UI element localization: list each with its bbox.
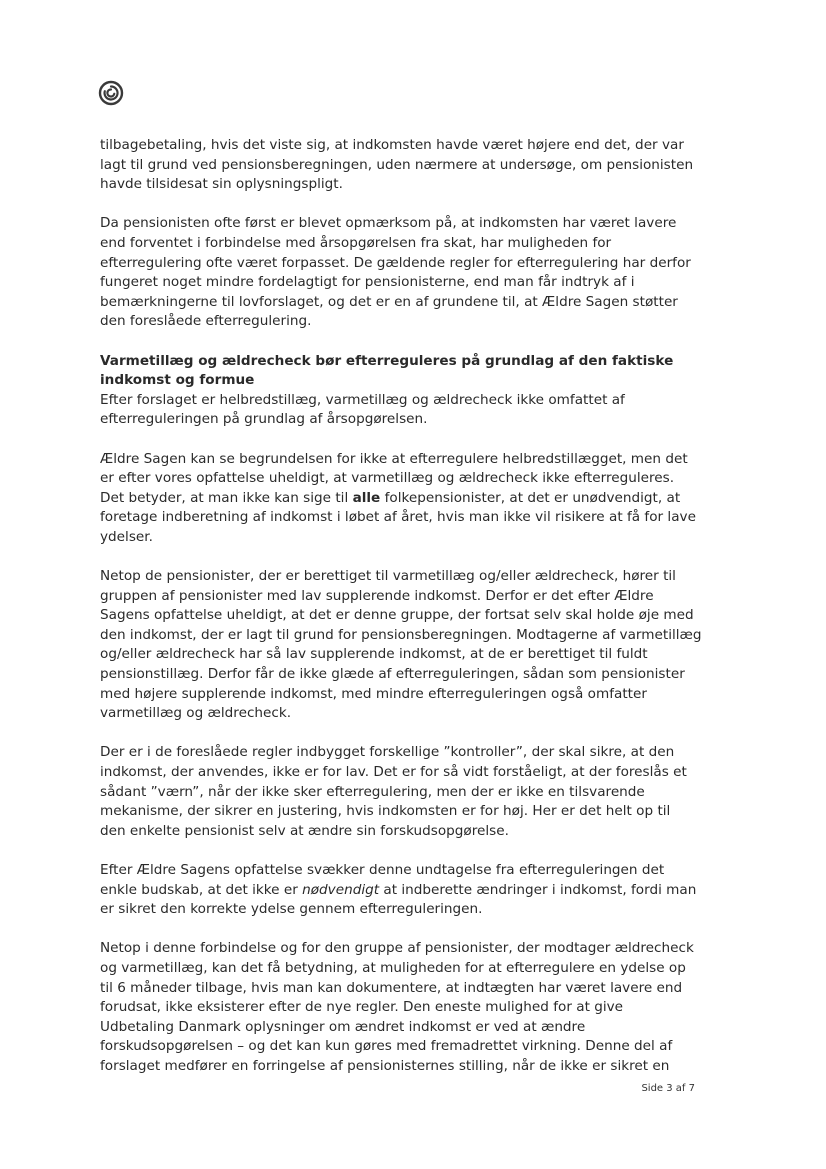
paragraph-4 bbox=[100, 450, 700, 548]
text-line: med højere supplerende indkomst, med mindre efterreguleringen også omfatter bbox=[100, 685, 647, 702]
paragraph-6 bbox=[100, 743, 700, 841]
text-line: havde tilsidesat sin oplysningspligt. bbox=[100, 176, 343, 193]
text-line: forudsat, ikke eksisterer efter de nye regler. Den eneste mulighed for at give bbox=[100, 999, 624, 1016]
text-line bbox=[100, 489, 700, 509]
page-number: Side 3 af 7 bbox=[641, 1083, 695, 1094]
text-line: Netop i denne forbindelse og for den gruppe af pensionister, der modtager ældrecheck bbox=[100, 940, 694, 957]
text-line: tilbagebetaling, hvis det viste sig, at indkomsten havde været højere end det, der var bbox=[100, 137, 684, 153]
text-line: pensionstillæg. Derfor får de ikke glæde af efterreguleringen, sådan som pensionister bbox=[100, 666, 685, 683]
paragraph-8 bbox=[100, 939, 700, 1076]
text-line: den enkelte pensionist selv at ændre sin forskudsopgørelse. bbox=[100, 822, 509, 839]
section-varmetillaeg bbox=[100, 352, 700, 430]
text-fragment: Det betyder, at man ikke kan sige til bbox=[100, 489, 353, 506]
spiral-logo-icon bbox=[98, 80, 124, 106]
text-line: Efter forslaget er helbredstillæg, varmetillæg og ældrecheck ikke omfattet af bbox=[100, 391, 625, 408]
section-heading bbox=[100, 352, 700, 391]
text-line: er efter vores opfattelse uheldigt, at varmetillæg og ældrecheck ikke efterreguleres. bbox=[100, 470, 675, 487]
text-line: Netop de pensionister, der er berettiget til varmetillæg og/eller ældrecheck, hører til bbox=[100, 568, 676, 585]
paragraph-2 bbox=[100, 214, 700, 332]
text-line: til 6 måneder tilbage, hvis man kan dokumentere, at indtægten har været lavere end bbox=[100, 979, 683, 996]
text-line: lagt til grund ved pensionsberegningen, uden nærmere at undersøge, om pensionisten bbox=[100, 156, 694, 173]
text-line: efterreguleringen på grundlag af årsopgørelsen. bbox=[100, 411, 428, 428]
text-line: varmetillæg og ældrecheck. bbox=[100, 705, 292, 722]
text-line: Ældre Sagen kan se begrundelsen for ikke at efterregulere helbredstillægget, men det bbox=[100, 450, 688, 467]
text-line: den indkomst, der er lagt til grund for pensionsberegningen. Modtagerne af varmetillæg bbox=[100, 626, 702, 643]
text-line bbox=[100, 881, 700, 901]
text-line: og/eller ældrecheck har så lav supplerende indkomst, at de er berettiget til fuldt bbox=[100, 646, 648, 663]
text-line: sådant ”værn”, når der ikke sker efterregulering, men der er ikke en tilsvarende bbox=[100, 783, 645, 800]
paragraph-1 bbox=[100, 136, 700, 195]
emphasis-bold: alle bbox=[352, 489, 381, 506]
emphasis-italic: nødvendigt bbox=[302, 881, 380, 898]
text-line: Da pensionisten ofte først er blevet opmærksom på, at indkomsten har været lavere bbox=[100, 215, 677, 232]
text-line: end forventet i forbindelse med årsopgørelsen fra skat, har muligheden for bbox=[100, 234, 612, 251]
text-line: Der er i de foreslåede regler indbygget forskellige ”kontroller”, der skal sikre, at den bbox=[100, 744, 675, 761]
text-line: Sagens opfattelse uheldigt, at det er denne gruppe, der fortsat selv skal holde øje med bbox=[100, 607, 694, 624]
text-line: Udbetaling Danmark oplysninger om ændret indkomst er ved at ændre bbox=[100, 1018, 586, 1035]
paragraph-5 bbox=[100, 567, 700, 724]
text-line: forslaget medfører en forringelse af pensionisternes stilling, når de ikke er sikret en bbox=[100, 1057, 670, 1074]
text-fragment: folkepensionister, at det er unødvendigt, at bbox=[380, 489, 681, 506]
text-line: mekanisme, der sikrer en justering, hvis indkomsten er for høj. Her er det helt op til bbox=[100, 803, 671, 820]
text-line: den foreslåede efterregulering. bbox=[100, 313, 312, 330]
text-line: foretage indberetning af indkomst i løbet af året, hvis man ikke vil risikere at få for lave bbox=[100, 509, 696, 526]
text-line: ydelser. bbox=[100, 528, 153, 545]
text-line: Efter Ældre Sagens opfattelse svækker denne undtagelse fra efterreguleringen det bbox=[100, 861, 665, 878]
text-line: er sikret den korrekte ydelse gennem efterreguleringen. bbox=[100, 901, 483, 918]
text-line: bemærkningerne til lovforslaget, og det er en af grundene til, at Ældre Sagen støtter bbox=[100, 293, 678, 310]
text-line: fungeret noget mindre fordelagtigt for pensionisterne, end man får indtryk af i bbox=[100, 274, 635, 291]
text-fragment: at indberette ændringer i indkomst, fordi man bbox=[379, 881, 697, 898]
text-fragment: enkle budskab, at det ikke er bbox=[100, 881, 303, 898]
text-line: og varmetillæg, kan det få betydning, at muligheden for at efterregulere en ydelse op bbox=[100, 959, 686, 976]
text-line: gruppen af pensionister med lav supplerende indkomst. Derfor er det efter Ældre bbox=[100, 587, 654, 604]
document-body bbox=[100, 136, 700, 1096]
text-line: efterregulering ofte været forpasset. De gældende regler for efterregulering har derfor bbox=[100, 254, 691, 271]
paragraph-7 bbox=[100, 861, 700, 920]
heading-line: indkomst og formue bbox=[100, 372, 255, 389]
text-line: forskudsopgørelsen – og det kan kun gøres med fremadrettet virkning. Denne del af bbox=[100, 1038, 673, 1055]
heading-line: Varmetillæg og ældrecheck bør efterreguleres på grundlag af den faktiske bbox=[100, 352, 674, 369]
text-line: indkomst, der anvendes, ikke er for lav. Det er for så vidt forståeligt, at der foreslås et bbox=[100, 764, 687, 780]
